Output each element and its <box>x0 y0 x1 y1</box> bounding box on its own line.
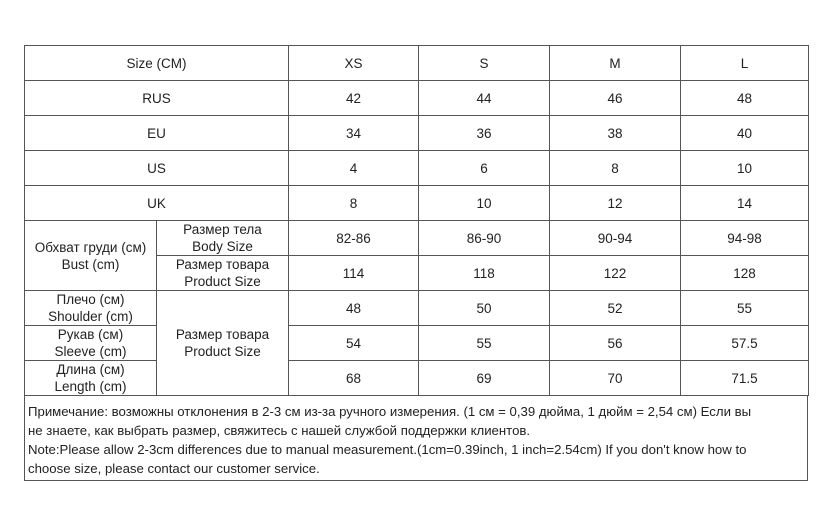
length-label-en: Length (cm) <box>54 379 127 394</box>
product-size-label-en: Product Size <box>184 274 261 289</box>
sub-label-product-size-group <box>157 291 289 396</box>
table-cell: 14 <box>681 186 809 221</box>
table-row-sleeve <box>25 326 809 361</box>
sleeve-label-ru: Рукав (см) <box>57 327 124 342</box>
table-cell: 55 <box>681 291 809 326</box>
table-cell: 69 <box>419 361 550 396</box>
header-row <box>25 46 809 81</box>
table-cell: 114 <box>289 256 419 291</box>
table-row-rus <box>25 81 809 116</box>
table-row-us <box>25 151 809 186</box>
table-cell: 10 <box>681 151 809 186</box>
note-ru-line-2: не знаете, как выбрать размер, свяжитесь с нашей службой поддержки клиентов. <box>28 423 531 438</box>
note-ru-line-1: Примечание: возможны отклонения в 2-3 см из-за ручного измерения. (1 см = 0,39 дюйма, 1 дюйм = 2,54 см) Если вы <box>28 404 752 419</box>
table-row-uk <box>25 186 809 221</box>
measurement-note <box>24 395 808 481</box>
table-cell: 54 <box>289 326 419 361</box>
table-cell: 86-90 <box>419 221 550 256</box>
row-label-bust <box>25 221 157 291</box>
table-row-shoulder <box>25 291 809 326</box>
table-cell: 55 <box>419 326 550 361</box>
table-cell: 48 <box>681 81 809 116</box>
table-row-eu <box>25 116 809 151</box>
shoulder-label-en: Shoulder (cm) <box>48 309 133 324</box>
sub-label-product-size <box>157 256 289 291</box>
table-cell: 70 <box>550 361 681 396</box>
table-cell: 8 <box>289 186 419 221</box>
table-cell: 68 <box>289 361 419 396</box>
row-label-rus: RUS <box>25 81 289 116</box>
table-cell: 128 <box>681 256 809 291</box>
note-en-line-1: Note:Please allow 2-3cm differences due to manual measurement.(1cm=0.39inch, 1 inch=2.54cm) If you don't know how to <box>28 442 747 457</box>
table-cell: 48 <box>289 291 419 326</box>
sleeve-label-en: Sleeve (cm) <box>54 344 127 359</box>
table-cell: 8 <box>550 151 681 186</box>
size-header-label: Size (CM) <box>25 46 289 81</box>
body-size-label-ru: Размер тела <box>183 222 262 237</box>
row-label-shoulder <box>25 291 157 326</box>
table-cell: 118 <box>419 256 550 291</box>
shoulder-label-ru: Плечо (см) <box>56 292 125 307</box>
bust-label-en: Bust (cm) <box>61 256 120 272</box>
table-cell: 90-94 <box>550 221 681 256</box>
table-cell: 10 <box>419 186 550 221</box>
row-label-eu: EU <box>25 116 289 151</box>
table-row-bust-body <box>25 221 809 256</box>
size-m-header: M <box>550 46 681 81</box>
table-cell: 82-86 <box>289 221 419 256</box>
row-label-uk: UK <box>25 186 289 221</box>
bust-label-ru: Обхват груди (см) <box>34 239 147 255</box>
size-xs-header: XS <box>289 46 419 81</box>
length-label-ru: Длина (см) <box>56 362 125 377</box>
product-group-label-en: Product Size <box>184 344 261 359</box>
table-cell: 6 <box>419 151 550 186</box>
table-cell: 38 <box>550 116 681 151</box>
table-cell: 12 <box>550 186 681 221</box>
table-cell: 52 <box>550 291 681 326</box>
table-cell: 34 <box>289 116 419 151</box>
size-chart-table <box>24 45 809 396</box>
body-size-label-en: Body Size <box>192 239 253 254</box>
size-l-header: L <box>681 46 809 81</box>
sub-label-body-size <box>157 221 289 256</box>
table-cell: 94-98 <box>681 221 809 256</box>
table-cell: 40 <box>681 116 809 151</box>
table-cell: 122 <box>550 256 681 291</box>
note-en-line-2: choose size, please contact our customer service. <box>28 461 320 476</box>
table-cell: 50 <box>419 291 550 326</box>
table-cell: 57.5 <box>681 326 809 361</box>
table-cell: 4 <box>289 151 419 186</box>
product-size-label-ru: Размер товара <box>175 257 270 272</box>
row-label-us: US <box>25 151 289 186</box>
table-cell: 36 <box>419 116 550 151</box>
size-s-header: S <box>419 46 550 81</box>
table-cell: 42 <box>289 81 419 116</box>
row-label-sleeve <box>25 326 157 361</box>
table-cell: 71.5 <box>681 361 809 396</box>
table-row-length <box>25 361 809 396</box>
table-cell: 44 <box>419 81 550 116</box>
table-cell: 56 <box>550 326 681 361</box>
table-cell: 46 <box>550 81 681 116</box>
product-group-label-ru: Размер товара <box>175 327 270 342</box>
row-label-length <box>25 361 157 396</box>
